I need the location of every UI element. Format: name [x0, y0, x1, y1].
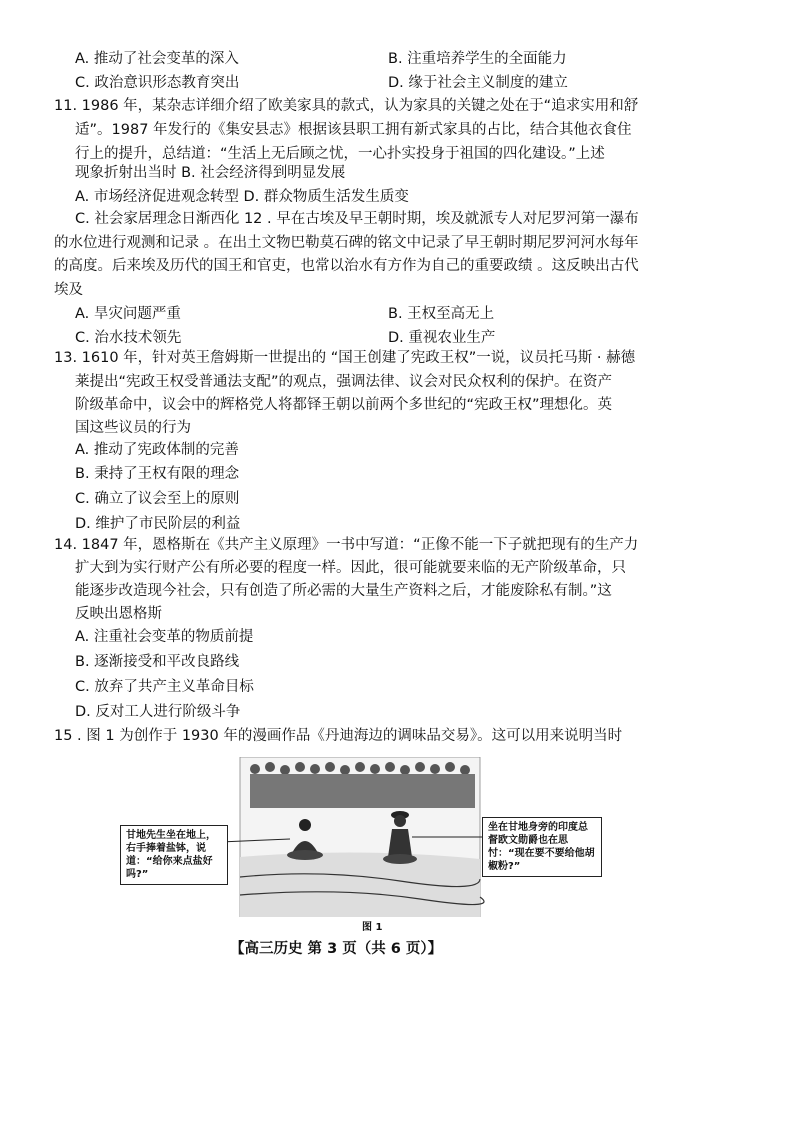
- q12-line-1: C. 社会家居理念日渐西化 12 . 早在古埃及早王朝时期，埃及就派专人对尼罗河第一瀑布: [75, 211, 639, 227]
- figure-caption: 图 1: [362, 922, 383, 933]
- q13-option-a: A. 推动了宪政体制的完善: [75, 442, 239, 458]
- q14-option-d: D. 反对工人进行阶级斗争: [75, 704, 241, 720]
- q14-line-1: 14. 1847 年，恩格斯在《共产主义原理》一书中写道：“正像不能一下子就把现有的生产力: [54, 537, 639, 553]
- q10-option-c: C. 政治意识形态教育突出: [75, 75, 240, 91]
- q12-option-a: A. 旱灾问题严重: [75, 306, 181, 322]
- q13-line-1: 13. 1610 年，针对英王詹姆斯一世提出的 “国王创建了宪政王权”一说，议员托马斯 · 赫德: [54, 350, 636, 366]
- q12-line-3: 的高度。后来埃及历代的国王和官吏，也常以治水有方作为自己的重要政绩 。这反映出古代: [54, 258, 639, 274]
- q13-line-2: 莱提出“宪政王权受普通法支配”的观点，强调法律、议会对民众权利的保护。在资产: [75, 374, 613, 390]
- q11-line-1: 11. 1986 年，某杂志详细介绍了欧美家具的款式，认为家具的关键之处在于“追求实用和舒: [54, 98, 639, 114]
- q10-option-b: B. 注重培养学生的全面能力: [388, 51, 567, 67]
- right-callout: 坐在甘地身旁的印度总督欧文勋爵也在思忖：“现在要不要给他胡椒粉?”: [482, 817, 602, 877]
- q14-option-c: C. 放弃了共产主义革命目标: [75, 679, 254, 695]
- q12-option-d: D. 重视农业生产: [388, 330, 496, 346]
- q11-line-4: 现象折射出当时 B. 社会经济得到明显发展: [75, 165, 346, 181]
- q11-line-3: 行上的提升，总结道：“生活上无后顾之忧，一心扑实投身于祖国的四化建设。”上述: [75, 146, 605, 162]
- q14-line-3: 能逐步改造现今社会，只有创造了所必需的大量生产资料之后，才能废除私有制。”这: [75, 583, 612, 599]
- q11-line-5: A. 市场经济促进观念转型 D. 群众物质生活发生质变: [75, 189, 409, 205]
- q12-option-c: C. 治水技术领先: [75, 330, 182, 346]
- q12-line-4: 埃及: [54, 282, 83, 298]
- q13-line-4: 国这些议员的行为: [75, 420, 191, 436]
- q10-option-a: A. 推动了社会变革的深入: [75, 51, 239, 67]
- figure-1-cartoon: [120, 757, 620, 917]
- q14-line-4: 反映出恩格斯: [75, 606, 162, 622]
- q13-option-c: C. 确立了议会至上的原则: [75, 491, 240, 507]
- q11-line-2: 适”。1987 年发行的《集安县志》根据该县职工拥有新式家具的占比，结合其他衣食住: [75, 122, 632, 138]
- q12-option-b: B. 王权至高无上: [388, 306, 495, 322]
- q13-option-d: D. 维护了市民阶层的利益: [75, 516, 241, 532]
- page-footer: 【高三历史 第 3 页（共 6 页）】: [230, 941, 443, 957]
- q15-line-1: 15 . 图 1 为创作于 1930 年的漫画作品《丹迪海边的调味品交易》。这可以用来说明当时: [54, 728, 623, 744]
- q13-option-b: B. 秉持了王权有限的理念: [75, 466, 240, 482]
- q12-line-2: 的水位进行观测和记录 。在出土文物巴勒莫石碑的铭文中记录了早王朝时期尼罗河河水每年: [54, 235, 639, 251]
- q14-option-a: A. 注重社会变革的物质前提: [75, 629, 254, 645]
- q10-option-d: D. 缘于社会主义制度的建立: [388, 75, 568, 91]
- q13-line-3: 阶级革命中，议会中的辉格党人将都铎王朝以前两个多世纪的“宪政王权”理想化。英: [75, 397, 613, 413]
- q14-line-2: 扩大到为实行财产公有所必要的程度一样。因此，很可能就要来临的无产阶级革命，只: [75, 560, 626, 576]
- left-callout: 甘地先生坐在地上，右手捧着盐钵，说道：“给你来点盐好吗?”: [120, 825, 228, 885]
- q14-option-b: B. 逐渐接受和平改良路线: [75, 654, 240, 670]
